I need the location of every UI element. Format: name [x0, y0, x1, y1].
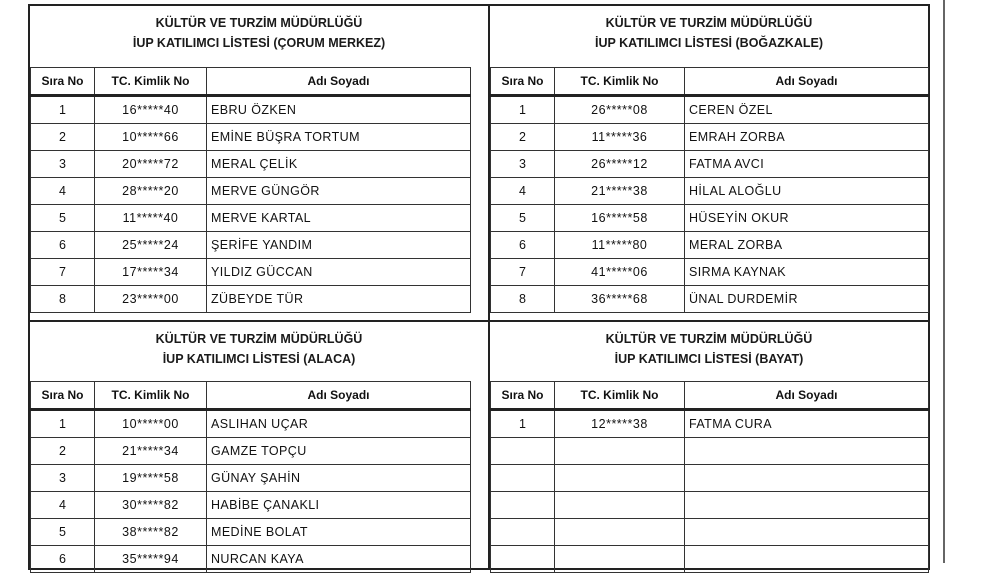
participant-table-bayat: [490, 381, 929, 573]
col-header-name: Adı Soyadı: [685, 68, 929, 96]
row-name: EBRU ÖZKEN: [207, 96, 471, 124]
row-name: MERVE GÜNGÖR: [207, 178, 471, 205]
row-no: 2: [31, 438, 95, 465]
panel-subtitle: İUP KATILIMCI LİSTESİ (BAYAT): [614, 352, 804, 366]
row-name: ZÜBEYDE TÜR: [207, 286, 471, 313]
row-name: MERAL ZORBA: [685, 232, 929, 259]
table-row: [491, 438, 929, 465]
table-header-row: [491, 382, 929, 410]
row-name: HÜSEYİN OKUR: [685, 205, 929, 232]
table-row: [31, 178, 471, 205]
row-no: 1: [31, 96, 95, 124]
table-row: [491, 259, 929, 286]
panel-title: KÜLTÜR VE TURZİM MÜDÜRLÜĞÜ: [155, 16, 363, 30]
row-tc: 10*****66: [95, 124, 207, 151]
row-no: 1: [491, 96, 555, 124]
col-header-tc: TC. Kimlik No: [555, 382, 685, 410]
row-tc: 41*****06: [555, 259, 685, 286]
row-tc: 11*****36: [555, 124, 685, 151]
row-no: 2: [31, 124, 95, 151]
row-name: MERAL ÇELİK: [207, 151, 471, 178]
row-name: FATMA AVCI: [685, 151, 929, 178]
row-tc: 16*****40: [95, 96, 207, 124]
row-tc: 11*****80: [555, 232, 685, 259]
table-row: [491, 124, 929, 151]
row-name: NURCAN KAYA: [207, 546, 471, 573]
table-row: [491, 96, 929, 124]
row-tc: 25*****24: [95, 232, 207, 259]
row-no: 4: [31, 178, 95, 205]
row-no: [491, 519, 555, 546]
row-tc: 38*****82: [95, 519, 207, 546]
row-name: ŞERİFE YANDIM: [207, 232, 471, 259]
row-no: 7: [491, 259, 555, 286]
row-name: ASLIHAN UÇAR: [207, 410, 471, 438]
row-tc: 23*****00: [95, 286, 207, 313]
table-header-row: [491, 68, 929, 96]
row-name: EMİNE BÜŞRA TORTUM: [207, 124, 471, 151]
row-name: EMRAH ZORBA: [685, 124, 929, 151]
row-tc: [555, 546, 685, 573]
row-no: 4: [491, 178, 555, 205]
col-header-name: Adı Soyadı: [207, 68, 471, 96]
row-name: GAMZE TOPÇU: [207, 438, 471, 465]
row-no: 8: [491, 286, 555, 313]
row-tc: 36*****68: [555, 286, 685, 313]
col-header-no: Sıra No: [491, 382, 555, 410]
row-tc: 30*****82: [95, 492, 207, 519]
table-row: [491, 465, 929, 492]
col-header-no: Sıra No: [31, 68, 95, 96]
row-tc: 35*****94: [95, 546, 207, 573]
row-name: [685, 465, 929, 492]
table-header-row: [31, 382, 471, 410]
row-no: 8: [31, 286, 95, 313]
row-name: [685, 492, 929, 519]
row-name: MEDİNE BOLAT: [207, 519, 471, 546]
table-row: [31, 410, 471, 438]
row-name: FATMA CURA: [685, 410, 929, 438]
table-row: [31, 519, 471, 546]
row-no: 5: [31, 519, 95, 546]
row-tc: 20*****72: [95, 151, 207, 178]
row-no: 3: [31, 465, 95, 492]
table-row: [491, 178, 929, 205]
row-no: 5: [31, 205, 95, 232]
col-header-name: Adı Soyadı: [685, 382, 929, 410]
row-name: [685, 546, 929, 573]
row-no: 5: [491, 205, 555, 232]
row-no: 2: [491, 124, 555, 151]
row-tc: 26*****12: [555, 151, 685, 178]
row-tc: [555, 492, 685, 519]
panel-title: KÜLTÜR VE TURZİM MÜDÜRLÜĞÜ: [605, 332, 813, 346]
row-no: [491, 465, 555, 492]
row-name: GÜNAY ŞAHİN: [207, 465, 471, 492]
row-name: SIRMA KAYNAK: [685, 259, 929, 286]
row-tc: 10*****00: [95, 410, 207, 438]
table-row: [491, 519, 929, 546]
row-no: 7: [31, 259, 95, 286]
col-header-tc: TC. Kimlik No: [95, 382, 207, 410]
row-tc: 26*****08: [555, 96, 685, 124]
table-row: [491, 546, 929, 573]
table-row: [31, 232, 471, 259]
row-no: 4: [31, 492, 95, 519]
table-row: [31, 205, 471, 232]
table-row: [491, 286, 929, 313]
row-name: HABİBE ÇANAKLI: [207, 492, 471, 519]
panel-subtitle: İUP KATILIMCI LİSTESİ (BOĞAZKALE): [594, 36, 823, 50]
col-header-tc: TC. Kimlik No: [95, 68, 207, 96]
table-row: [491, 151, 929, 178]
row-no: 3: [491, 151, 555, 178]
row-tc: 19*****58: [95, 465, 207, 492]
row-tc: 12*****38: [555, 410, 685, 438]
panel-title: KÜLTÜR VE TURZİM MÜDÜRLÜĞÜ: [605, 16, 813, 30]
row-no: 1: [31, 410, 95, 438]
table-row: [31, 124, 471, 151]
row-tc: [555, 465, 685, 492]
panel-title: KÜLTÜR VE TURZİM MÜDÜRLÜĞÜ: [155, 332, 363, 346]
table-row: [31, 259, 471, 286]
table-row: [31, 465, 471, 492]
row-no: 6: [31, 232, 95, 259]
row-no: [491, 438, 555, 465]
row-tc: 21*****38: [555, 178, 685, 205]
row-name: YILDIZ GÜCCAN: [207, 259, 471, 286]
row-no: 3: [31, 151, 95, 178]
col-header-no: Sıra No: [31, 382, 95, 410]
table-row: [31, 151, 471, 178]
row-tc: 11*****40: [95, 205, 207, 232]
participant-table-bogazkale: [490, 67, 929, 313]
row-name: [685, 519, 929, 546]
table-row: [31, 96, 471, 124]
row-tc: 17*****34: [95, 259, 207, 286]
row-name: CEREN ÖZEL: [685, 96, 929, 124]
table-row: [491, 492, 929, 519]
row-tc: 16*****58: [555, 205, 685, 232]
table-row: [31, 492, 471, 519]
row-no: 6: [31, 546, 95, 573]
row-name: HİLAL ALOĞLU: [685, 178, 929, 205]
row-no: [491, 492, 555, 519]
table-row: [31, 286, 471, 313]
table-row: [491, 232, 929, 259]
table-row: [31, 546, 471, 573]
panel-subtitle: İUP KATILIMCI LİSTESİ (ÇORUM MERKEZ): [132, 36, 386, 50]
row-tc: 28*****20: [95, 178, 207, 205]
row-no: [491, 546, 555, 573]
col-header-tc: TC. Kimlik No: [555, 68, 685, 96]
page-right-edge-divider: [943, 0, 945, 563]
row-no: 6: [491, 232, 555, 259]
row-tc: [555, 438, 685, 465]
row-name: MERVE KARTAL: [207, 205, 471, 232]
table-header-row: [31, 68, 471, 96]
col-header-no: Sıra No: [491, 68, 555, 96]
table-row: [491, 205, 929, 232]
row-no: 1: [491, 410, 555, 438]
row-tc: [555, 519, 685, 546]
participant-table-alaca: [30, 381, 471, 573]
table-row: [31, 438, 471, 465]
panel-subtitle: İUP KATILIMCI LİSTESİ (ALACA): [162, 352, 356, 366]
row-name: ÜNAL DURDEMİR: [685, 286, 929, 313]
row-tc: 21*****34: [95, 438, 207, 465]
table-row: [491, 410, 929, 438]
row-name: [685, 438, 929, 465]
col-header-name: Adı Soyadı: [207, 382, 471, 410]
participant-table-corum-merkez: [30, 67, 471, 313]
